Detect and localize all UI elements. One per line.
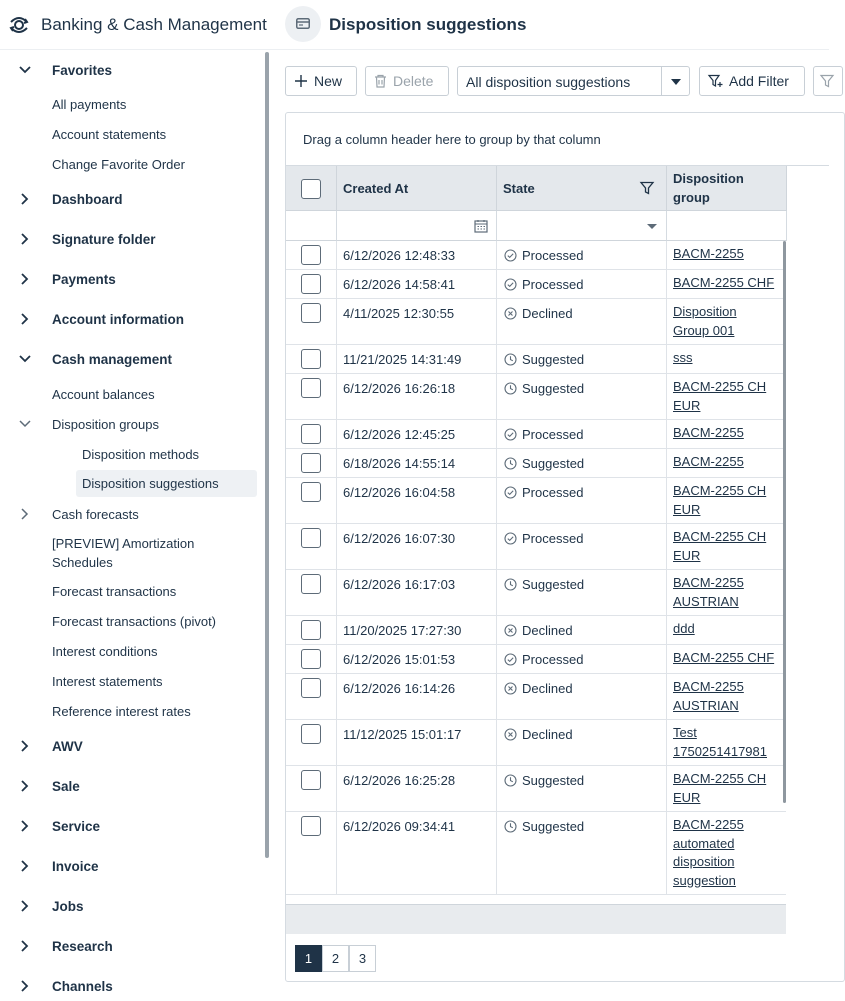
state-label: Processed [522, 248, 584, 263]
nav-group-label: Service [52, 818, 101, 834]
disposition-group-link[interactable] [673, 378, 783, 415]
disposition-group-text: BACM-2255 CH [673, 529, 767, 544]
state-label: Suggested [522, 577, 585, 592]
nav-group-label: Account information [52, 311, 184, 327]
nav-item-forecast-transactions[interactable]: Forecast transactions [52, 583, 177, 599]
check-circle-icon [504, 486, 517, 499]
grid-scrollbar[interactable] [783, 241, 786, 803]
created-at-value: 11/21/2025 14:31:49 [343, 352, 462, 367]
disposition-group-text: BACM-2255 CH [673, 771, 767, 786]
disposition-group-text: BACM-2255 [673, 575, 744, 590]
nav-item-disposition-methods[interactable]: Disposition methods [82, 446, 200, 462]
chevron-right-icon [18, 939, 32, 953]
created-at-value: 11/12/2025 15:01:17 [343, 727, 462, 742]
disposition-group-text: BACM-2255 [673, 246, 744, 261]
state-value [504, 577, 584, 592]
nav-item-interest-conditions[interactable]: Interest conditions [52, 643, 158, 659]
state-value [504, 652, 583, 667]
nav-group-invoice[interactable] [16, 851, 256, 881]
group-panel-hint[interactable]: Drag a column header here to group by that column [303, 132, 601, 147]
clock-icon [504, 457, 517, 470]
check-circle-icon [504, 249, 517, 262]
disposition-group-link[interactable] [673, 349, 783, 368]
disposition-group-text: EUR [673, 547, 701, 563]
grid-footer [286, 904, 786, 934]
disposition-group-text: BACM-2255 CHF [673, 275, 775, 290]
nav-item-change-favorite-order[interactable]: Change Favorite Order [52, 156, 185, 172]
disposition-group-link[interactable] [673, 245, 783, 264]
disposition-group-link[interactable] [673, 649, 783, 668]
nav-item-cash-forecasts[interactable] [16, 499, 256, 529]
nav-item-account-balances[interactable]: Account balances [52, 386, 155, 402]
state-value [504, 427, 583, 442]
clock-icon [504, 774, 517, 787]
clock-icon [504, 578, 517, 591]
nav-group-research[interactable] [16, 931, 256, 961]
disposition-group-text: BACM-2255 CHF [673, 650, 775, 665]
nav-item-all-payments[interactable]: All payments [52, 96, 127, 112]
disposition-group-link[interactable] [673, 620, 783, 639]
created-at-value: 6/18/2026 14:55:14 [343, 456, 456, 471]
row-checkbox[interactable] [301, 482, 321, 502]
state-label: Processed [522, 427, 584, 442]
funnel-icon[interactable] [640, 181, 654, 195]
state-value [504, 306, 573, 321]
nav-item-disposition-suggestions[interactable]: Disposition suggestions [76, 470, 257, 497]
state-label: Processed [522, 277, 584, 292]
chevron-right-icon [18, 312, 32, 326]
nav-group-account-information[interactable] [16, 304, 256, 334]
clock-icon [504, 820, 517, 833]
column-header-label: State [503, 181, 535, 196]
state-label: Suggested [522, 352, 585, 367]
filter-add-icon [708, 74, 723, 88]
row-checkbox[interactable] [301, 649, 321, 669]
created-at-value: 4/11/2025 12:30:55 [343, 306, 455, 321]
header-select-all [286, 166, 337, 211]
disposition-group-text: automated [673, 835, 735, 851]
nav-group-label: Channels [52, 978, 113, 994]
chevron-right-icon [18, 739, 32, 753]
nav-group-channels[interactable] [16, 971, 256, 1001]
state-label: Suggested [522, 381, 585, 396]
disposition-group-text: EUR [673, 397, 701, 413]
chevron-down-icon[interactable] [671, 79, 681, 85]
row-checkbox[interactable] [301, 424, 321, 444]
chevron-right-icon [18, 192, 32, 206]
check-circle-icon [504, 532, 517, 545]
disposition-group-link[interactable] [673, 303, 783, 340]
new-button[interactable] [285, 66, 357, 96]
row-checkbox[interactable] [301, 574, 321, 594]
disposition-group-text: Test [673, 725, 697, 740]
created-at-value: 6/12/2026 12:48:33 [343, 248, 456, 263]
disposition-group-text: BACM-2255 [673, 454, 744, 469]
chevron-right-icon [18, 819, 32, 833]
created-at-value: 11/20/2025 17:27:30 [343, 623, 462, 638]
x-circle-icon [504, 728, 517, 741]
disposition-group-link[interactable] [673, 274, 783, 293]
column-header-disposition-group[interactable] [667, 166, 787, 211]
row-checkbox[interactable] [301, 274, 321, 294]
state-label: Suggested [522, 773, 585, 788]
created-at-value: 6/12/2026 15:01:53 [343, 652, 456, 667]
column-header-label: Created At [343, 181, 409, 196]
nav-item-label: Disposition groups [52, 416, 159, 432]
disposition-group-text: 1750251417981 [673, 743, 767, 759]
chevron-down-icon [18, 352, 32, 366]
row-checkbox[interactable] [301, 724, 321, 744]
disposition-group-link[interactable] [673, 816, 783, 890]
state-label: Declined [522, 623, 573, 638]
disposition-group-text: BACM-2255 CH [673, 483, 767, 498]
row-checkbox[interactable] [301, 816, 321, 836]
select-all-checkbox[interactable] [301, 179, 321, 199]
nav-item-account-statements[interactable]: Account statements [52, 126, 167, 142]
row-checkbox[interactable] [301, 770, 321, 790]
nav-group-label: Payments [52, 271, 116, 287]
nav-item-label: Cash forecasts [52, 506, 139, 522]
state-value [504, 352, 584, 367]
state-value [504, 381, 584, 396]
disposition-group-text: EUR [673, 501, 701, 517]
state-label: Processed [522, 652, 584, 667]
view-select-value: All disposition suggestions [466, 74, 631, 90]
disposition-group-text: Group 001 [673, 322, 735, 338]
state-label: Processed [522, 485, 584, 500]
check-circle-icon [504, 653, 517, 666]
filter-cell-created-at[interactable] [337, 211, 497, 241]
filter-button[interactable] [813, 66, 843, 96]
created-at-value: 6/12/2026 16:14:26 [343, 681, 456, 696]
chevron-right-icon [18, 899, 32, 913]
page-button-3[interactable]: 3 [349, 945, 376, 972]
nav-group-label: Favorites [52, 62, 113, 78]
nav-group-label: Research [52, 938, 113, 954]
nav-group-cash-management[interactable] [16, 344, 256, 374]
nav-group-service[interactable] [16, 811, 256, 841]
nav-group-jobs[interactable] [16, 891, 256, 921]
nav-item-amortization-line2[interactable]: Schedules [52, 554, 113, 570]
new-button-label: New [314, 73, 343, 89]
nav-group-signature-folder[interactable] [16, 224, 256, 254]
nav-group-payments[interactable] [16, 264, 256, 294]
nav-item-forecast-pivot[interactable]: Forecast transactions (pivot) [52, 613, 217, 629]
created-at-value: 6/12/2026 16:26:18 [343, 381, 456, 396]
x-circle-icon [504, 682, 517, 695]
nav-item-reference-interest-rates[interactable]: Reference interest rates [52, 703, 191, 719]
disposition-group-link[interactable] [673, 770, 783, 807]
disposition-group-text: EUR [673, 789, 701, 805]
nav-group-label: Invoice [52, 858, 99, 874]
page-icon [285, 6, 321, 42]
chevron-down-icon[interactable] [647, 224, 657, 229]
disposition-group-link[interactable] [673, 482, 783, 519]
disposition-group-text: ddd [673, 621, 695, 636]
filter-cell [286, 211, 337, 241]
chevron-down-icon [18, 417, 32, 431]
state-value [504, 681, 573, 696]
chevron-right-icon [18, 232, 32, 246]
banking-logo-icon[interactable] [8, 14, 30, 36]
row-checkbox[interactable] [301, 378, 321, 398]
disposition-group-text: BACM-2255 [673, 817, 744, 832]
disposition-group-text: suggestion [673, 872, 736, 888]
chevron-right-icon [18, 979, 32, 993]
created-at-value: 6/12/2026 16:07:30 [343, 531, 456, 546]
disposition-group-link[interactable] [673, 424, 783, 443]
page-title: Disposition suggestions [329, 15, 527, 34]
state-label: Suggested [522, 456, 585, 471]
created-at-value: 6/12/2026 12:45:25 [343, 427, 456, 442]
disposition-group-link[interactable] [673, 678, 783, 715]
delete-button[interactable] [365, 66, 449, 96]
column-header-label: Disposition [673, 171, 744, 186]
disposition-group-link[interactable] [673, 453, 783, 472]
column-header-created-at[interactable] [337, 166, 497, 211]
disposition-group-text: BACM-2255 CH [673, 379, 767, 394]
chevron-right-icon [18, 507, 32, 521]
disposition-group-text: disposition [673, 854, 735, 869]
row-checkbox[interactable] [301, 303, 321, 323]
filter-cell-disposition-group[interactable] [667, 211, 787, 241]
state-label: Declined [522, 681, 573, 696]
state-value [504, 623, 573, 638]
nav-group-dashboard[interactable] [16, 184, 256, 214]
chevron-down-icon [18, 63, 32, 77]
plus-icon [294, 74, 308, 88]
state-label: Declined [522, 727, 573, 742]
nav-group-label: Cash management [52, 351, 173, 367]
row-checkbox[interactable] [301, 528, 321, 548]
disposition-group-text: AUSTRIAN [673, 697, 739, 713]
disposition-group-link[interactable] [673, 574, 783, 611]
column-header-label: group [673, 190, 710, 205]
disposition-group-text: BACM-2255 [673, 425, 744, 440]
disposition-group-link[interactable] [673, 724, 783, 761]
select-divider [661, 67, 662, 95]
state-value [504, 819, 584, 834]
nav-group-favorites[interactable] [16, 55, 256, 85]
x-circle-icon [504, 307, 517, 320]
state-value [504, 531, 583, 546]
state-value [504, 248, 583, 263]
x-circle-icon [504, 624, 517, 637]
chevron-right-icon [18, 859, 32, 873]
filter-cell-state[interactable] [497, 211, 667, 241]
created-at-value: 6/12/2026 14:58:41 [343, 277, 456, 292]
state-value [504, 456, 584, 471]
check-circle-icon [504, 428, 517, 441]
disposition-group-text: BACM-2255 [673, 679, 744, 694]
nav-group-label: Dashboard [52, 191, 123, 207]
state-value [504, 773, 584, 788]
column-header-state[interactable] [497, 166, 667, 211]
row-checkbox[interactable] [301, 678, 321, 698]
disposition-group-text: AUSTRIAN [673, 593, 739, 609]
trash-icon [374, 74, 387, 88]
state-value [504, 485, 583, 500]
nav-group-label: Jobs [52, 898, 84, 914]
page-button-2[interactable]: 2 [322, 945, 349, 972]
add-filter-label: Add Filter [729, 73, 789, 89]
card-icon [296, 18, 310, 29]
page-button-1[interactable]: 1 [295, 945, 322, 972]
check-circle-icon [504, 278, 517, 291]
calendar-icon[interactable] [474, 219, 488, 233]
top-bar [0, 0, 829, 50]
row-checkbox[interactable] [301, 349, 321, 369]
nav-item-interest-statements[interactable]: Interest statements [52, 673, 163, 689]
view-select[interactable] [457, 66, 690, 96]
created-at-value: 6/12/2026 16:17:03 [343, 577, 456, 592]
nav-item-amortization-line1[interactable]: [PREVIEW] Amortization [52, 535, 195, 551]
filter-icon [820, 74, 834, 88]
disposition-group-text: sss [673, 350, 693, 365]
row-checkbox[interactable] [301, 245, 321, 265]
delete-button-label: Delete [393, 73, 434, 89]
created-at-value: 6/12/2026 16:25:28 [343, 773, 456, 788]
sidebar-scrollbar[interactable] [265, 52, 269, 858]
nav-group-sale[interactable] [16, 771, 256, 801]
clock-icon [504, 382, 517, 395]
state-value [504, 277, 583, 292]
created-at-value: 6/12/2026 16:04:58 [343, 485, 456, 500]
app-title[interactable]: Banking & Cash Management [41, 15, 267, 34]
row-checkbox[interactable] [301, 620, 321, 640]
nav-group-label: AWV [52, 738, 83, 754]
state-value [504, 727, 573, 742]
disposition-group-text: Disposition [673, 304, 737, 319]
clock-icon [504, 353, 517, 366]
disposition-group-link[interactable] [673, 528, 783, 565]
nav-group-label: Sale [52, 778, 80, 794]
chevron-right-icon [18, 779, 32, 793]
add-filter-button[interactable] [699, 66, 805, 96]
row-checkbox[interactable] [301, 453, 321, 473]
state-label: Suggested [522, 819, 585, 834]
chevron-right-icon [18, 272, 32, 286]
nav-item-disposition-groups[interactable] [16, 409, 256, 439]
state-label: Declined [522, 306, 573, 321]
state-label: Processed [522, 531, 584, 546]
nav-group-label: Signature folder [52, 231, 156, 247]
nav-group-awv[interactable] [16, 731, 256, 761]
created-at-value: 6/12/2026 09:34:41 [343, 819, 456, 834]
